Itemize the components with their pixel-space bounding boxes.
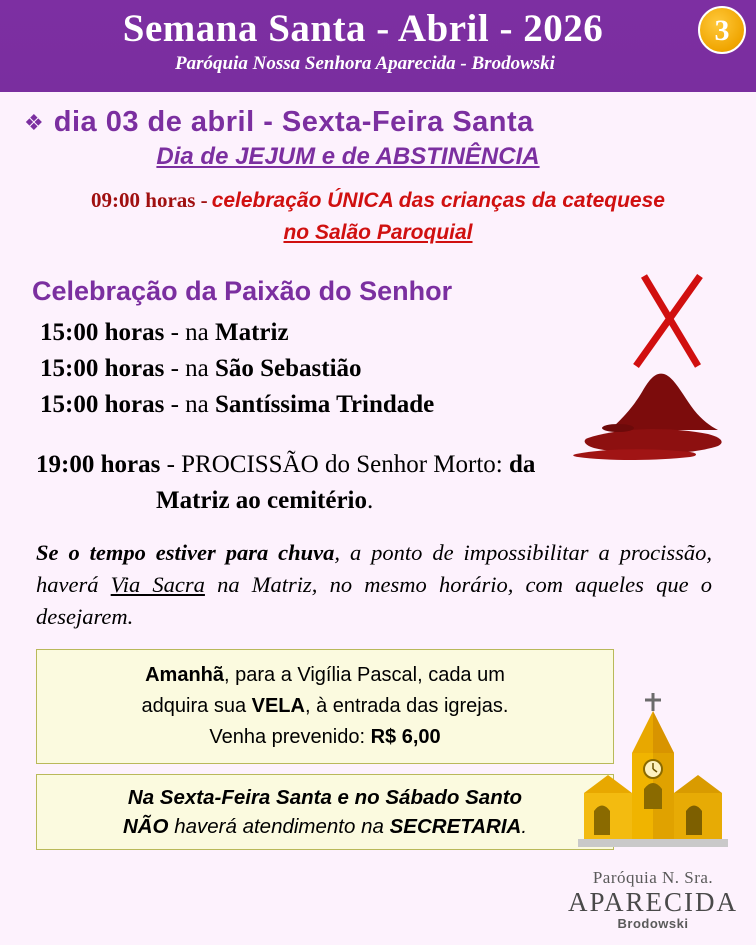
secretary-line1: Na Sexta-Feira Santa e no Sábado Santo <box>127 786 523 809</box>
page-number-badge: 3 <box>698 6 746 54</box>
rain-note-lead: Se o tempo estiver para chuva <box>36 540 335 565</box>
mass-place: Matriz <box>214 319 289 346</box>
mass-row <box>40 387 738 423</box>
diamond-bullet-icon: ❖ <box>24 109 44 135</box>
day-heading-label: dia 03 de abril - Sexta-Feira Santa <box>53 106 534 138</box>
day-heading <box>18 106 738 139</box>
children-celebration-place: no Salão Paroquial <box>283 221 473 244</box>
procession-route-end: Matriz ao cemitério <box>156 487 367 514</box>
mass-time: 15:00 horas <box>40 391 165 418</box>
notice-line <box>49 660 601 691</box>
parish-subtitle: Paróquia Nossa Senhora Aparecida - Brodowski <box>175 53 555 74</box>
secretary-nao: NÃO <box>122 815 169 838</box>
notice-line <box>47 783 603 812</box>
procession-route-line <box>36 483 548 519</box>
procession-period: . <box>367 487 374 514</box>
notice-line1-rest: , para a Vigília Pascal, cada um <box>224 664 505 686</box>
secretary-line2-mid: haverá atendimento na <box>168 815 390 838</box>
notice-box-secretary <box>36 774 614 850</box>
mass-connector: - na <box>164 319 215 346</box>
mass-connector: - na <box>164 391 215 418</box>
notice-price: R$ 6,00 <box>370 726 441 748</box>
church-caption-line3: Brodowski <box>617 916 689 931</box>
children-celebration-time: 09:00 horas - <box>91 188 208 212</box>
secretary-word: SECRETARIA <box>389 815 522 838</box>
page-title: Semana Santa - Abril - 2026 <box>122 7 604 50</box>
secretary-period: . <box>521 815 528 838</box>
mass-place: Santíssima Trindade <box>214 391 435 418</box>
fasting-note <box>18 143 738 171</box>
notice-line <box>49 722 601 753</box>
rain-note-viasacra: Via Sacra <box>110 572 205 597</box>
church-caption-line2: APARECIDA <box>567 887 739 917</box>
notice-tomorrow: Amanhã <box>145 664 224 686</box>
notice-line <box>47 812 603 841</box>
notice-line2-pre: adquira sua <box>141 695 252 717</box>
mass-connector: - na <box>164 355 215 382</box>
rain-note-part2: na Matriz, no mesmo horário, com aqueles que o desejarem. <box>36 572 712 629</box>
children-celebration <box>18 185 738 250</box>
rain-note-part1: , a ponto de impossibilitar a procissão, haverá <box>36 540 712 597</box>
children-celebration-text: celebração ÚNICA das crianças da catequese <box>211 189 665 212</box>
mass-row <box>40 351 738 387</box>
page-header <box>0 0 756 92</box>
church-caption-line1: Paróquia N. Sra. <box>592 868 714 887</box>
mass-list <box>18 315 738 423</box>
passion-celebration-title: Celebração da Paixão do Senhor <box>32 276 453 306</box>
fasting-note-label: Dia de JEJUM e de ABSTINÊNCIA <box>156 143 540 170</box>
mass-time: 15:00 horas <box>40 355 165 382</box>
mass-time: 15:00 horas <box>40 319 165 346</box>
notice-line2-rest: , à entrada das igrejas. <box>304 695 509 717</box>
procession-block <box>18 447 738 519</box>
notice-line3-pre: Venha prevenido: <box>209 726 371 748</box>
rain-note <box>18 537 738 633</box>
mass-place: São Sebastião <box>214 355 362 382</box>
main-content <box>0 92 756 850</box>
notice-candle-word: VELA <box>251 695 305 717</box>
procession-time: 19:00 horas <box>36 451 161 478</box>
notice-box-candle <box>36 649 614 764</box>
procession-route-start: da <box>508 451 536 478</box>
notice-line <box>49 691 601 722</box>
mass-row <box>40 315 738 351</box>
procession-connector: - PROCISSÃO <box>160 451 325 478</box>
procession-detail: do Senhor Morto: <box>324 451 503 478</box>
